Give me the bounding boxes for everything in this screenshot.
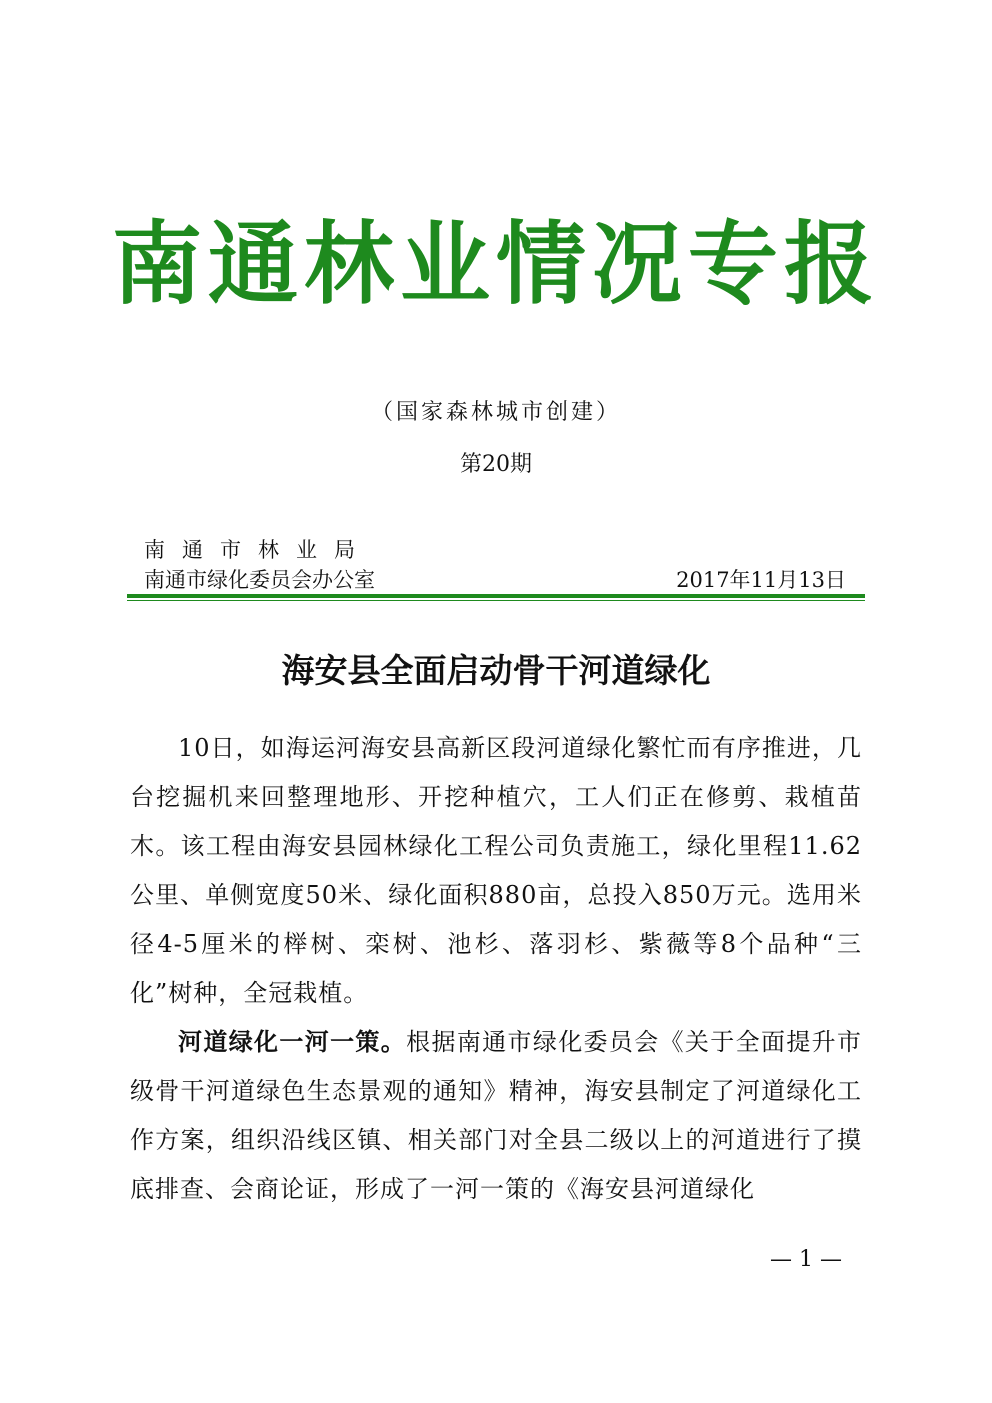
- article-headline: 海安县全面启动骨干河道绿化: [281, 651, 711, 690]
- page-number: — 1 —: [770, 1247, 842, 1272]
- issuer-line-2: 南通市绿化委员会办公室: [144, 568, 375, 592]
- divider-thin: [127, 600, 865, 601]
- subtitle: （国家森林城市创建）: [370, 400, 621, 425]
- paragraph-1: 10日，如海运河海安县高新区段河道绿化繁忙而有序推进，几台挖掘机来回整理地形、开挖种植穴，工人们正在修剪、栽植苗木。该工程由海安县园林绿化工程公司负责施工，绿化里程11.62公里、单侧宽度50米、绿化面积880亩，总投入850万元。选用米径4-5厘米的榉树、栾树、池杉、落羽杉、紫薇等8个品种“三化”树种，全冠栽植。: [130, 734, 862, 1007]
- masthead-title: 南通林业情况专报: [112, 212, 880, 317]
- paragraph-2: [130, 1018, 862, 1214]
- paragraph-2-lead: 河道绿化一河一策。: [178, 1028, 407, 1056]
- paragraph-2-text: 根据南通市绿化委员会《关于全面提升市级骨干河道绿色生态景观的通知》精神，海安县制定了河道绿化工作方案，组织沿线区镇、相关部门对全县二级以上的河道进行了摸底排查、会商论证，形成了一河一策的《海安县河道绿化: [130, 1028, 863, 1203]
- divider-thick: [127, 594, 865, 598]
- article-body: [130, 724, 862, 1214]
- issue-number: 第20期: [460, 452, 532, 477]
- issuer-line-1: 南通市林业局: [144, 538, 372, 562]
- issue-date: 2017年11月13日: [676, 568, 846, 592]
